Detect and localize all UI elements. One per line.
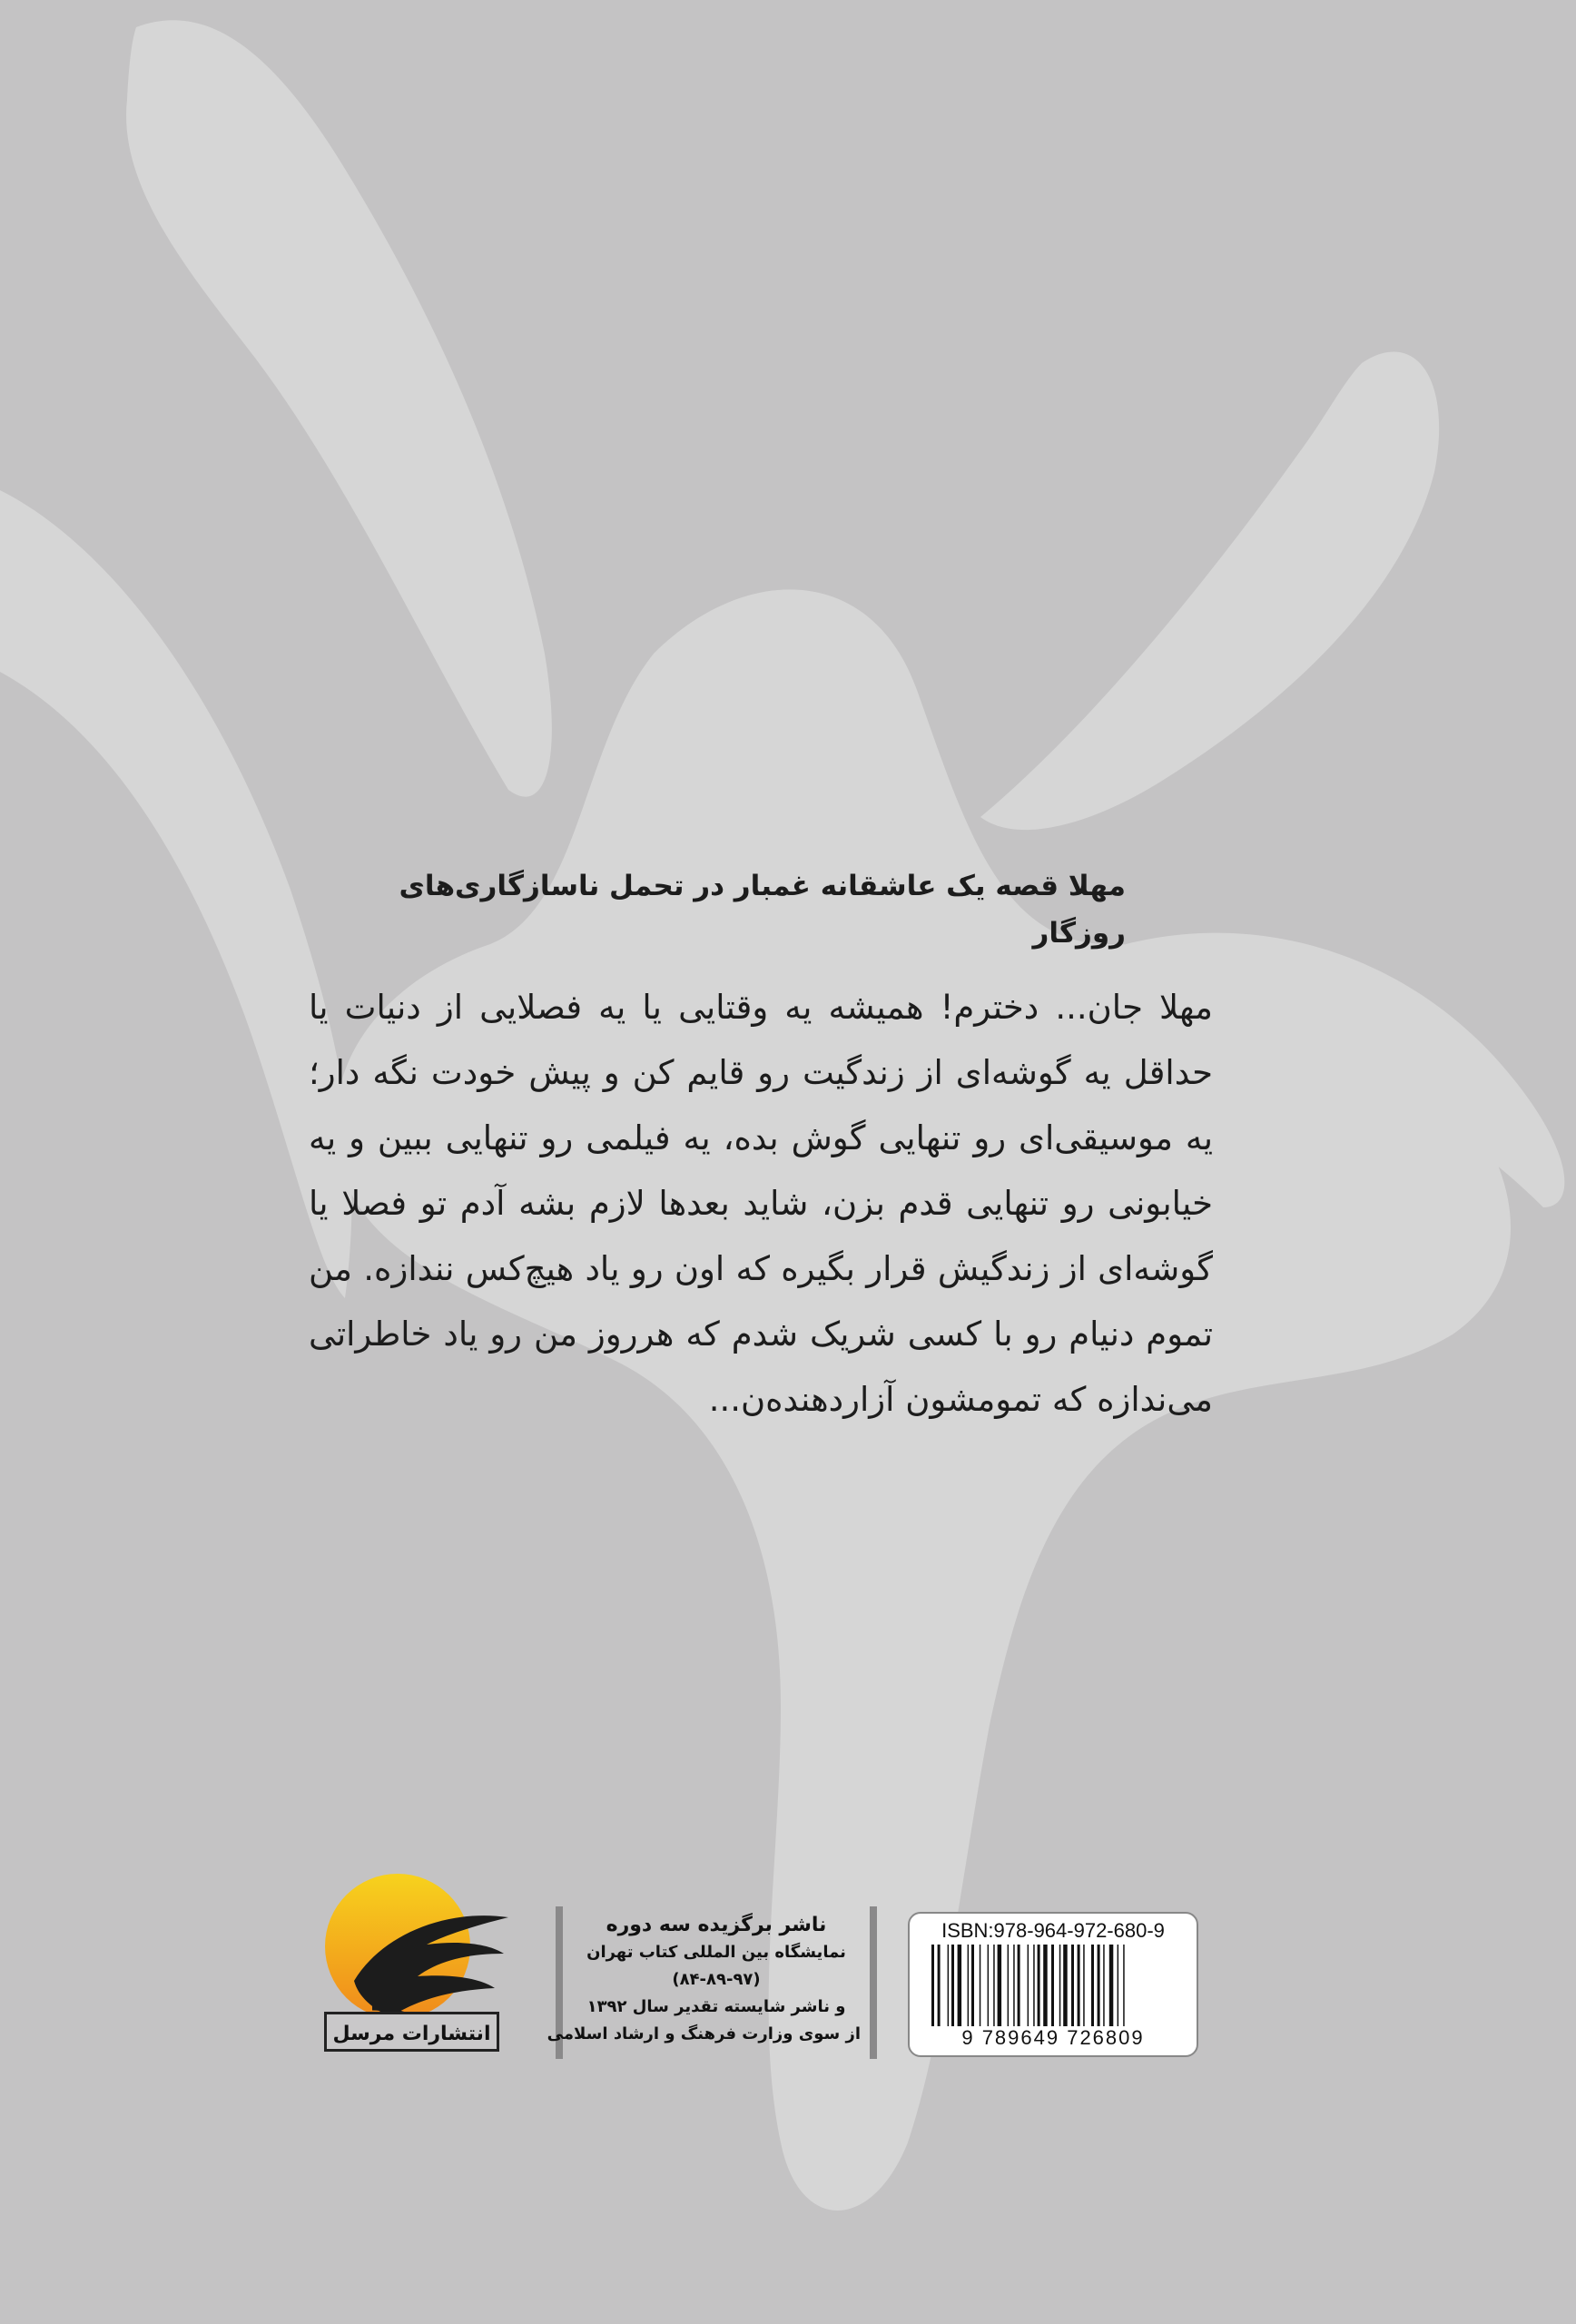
isbn-label: ISBN:978-964-972-680-9	[941, 1919, 1165, 1942]
barcode-bar	[931, 1945, 934, 2026]
blurb-title: مهلا قصه یک عاشقانه غمبار در تحمل ناسازگاری‌های روزگار	[399, 870, 1126, 950]
barcode-bar	[1028, 1945, 1029, 2026]
barcode-bar	[1083, 1945, 1085, 2026]
barcode-bar	[1043, 1945, 1048, 2026]
barcode-bar	[980, 1945, 981, 2026]
barcode-icon	[930, 1945, 1180, 2026]
barcode-bar	[1008, 1945, 1010, 2026]
barcode-bar	[988, 1945, 990, 2026]
blurb-body: مهلا جان... دخترم! همیشه یه وقتایی یا یه فصلایی از دنیات یا حداقل یه گوشه‌ای از زندگیت رو قایم کن و پیش خودت نگه دار؛ یه موسیقی‌ای رو تنهایی گوش بده، یه فیلمی رو تنهایی ببین و یه خیابونی رو تنهایی قدم بزن، شاید بعدها لازم بشه آدم تو فصلا یا گوشه‌ای از زندگیش قرار بگیره که اون رو یاد هیچ‌کس نندازه. من تموم دنیام رو با کسی شریک شدم که هرروز من رو یاد خاطراتی می‌ندازه که تمومشون آزاردهنده‌ن...	[309, 988, 1213, 1419]
barcode-bar	[1098, 1945, 1100, 2026]
award-line-4: و ناشر شایسته تقدیر سال ۱۳۹۲	[586, 1997, 846, 2016]
barcode-bar	[1013, 1945, 1015, 2026]
award-line-2: نمایشگاه بین المللی کتاب تهران	[586, 1943, 846, 1962]
barcode-bar	[1078, 1945, 1080, 2026]
barcode-bar	[938, 1945, 941, 2026]
barcode-bar	[971, 1945, 974, 2026]
publisher-award-box	[547, 1906, 877, 2059]
barcode-bar	[1103, 1945, 1105, 2026]
award-line-5: از سوی وزارت فرهنگ و ارشاد اسلامی	[547, 2024, 861, 2043]
barcode-bar	[1038, 1945, 1040, 2026]
barcode-bar	[1123, 1945, 1125, 2026]
barcode-bar	[1018, 1945, 1020, 2026]
barcode-bar	[1051, 1945, 1054, 2026]
barcode-bar	[998, 1945, 1002, 2026]
award-line-3: (۸۴-۸۹-۹۷)	[672, 1970, 761, 1989]
barcode-bar	[993, 1945, 995, 2026]
barcode-bar	[1091, 1945, 1094, 2026]
back-cover-blurb	[309, 862, 1213, 1433]
barcode-bar	[968, 1945, 970, 2026]
isbn-barcode-box	[908, 1912, 1198, 2057]
barcode-bar	[958, 1945, 962, 2026]
isbn-digits: 9 789649 726809	[961, 2026, 1145, 2049]
barcode-bar	[1071, 1945, 1074, 2026]
barcode-bar	[1109, 1945, 1114, 2026]
barcode-bar	[948, 1945, 950, 2026]
barcode-bar	[1118, 1945, 1119, 2026]
award-line-1: ناشر برگزیده سه دوره	[606, 1914, 827, 1936]
publisher-name: انتشارات مرسل	[324, 2012, 499, 2052]
barcode-bar	[1063, 1945, 1068, 2026]
barcode-bar	[951, 1945, 954, 2026]
barcode-bar	[1059, 1945, 1061, 2026]
barcode-bar	[1033, 1945, 1035, 2026]
